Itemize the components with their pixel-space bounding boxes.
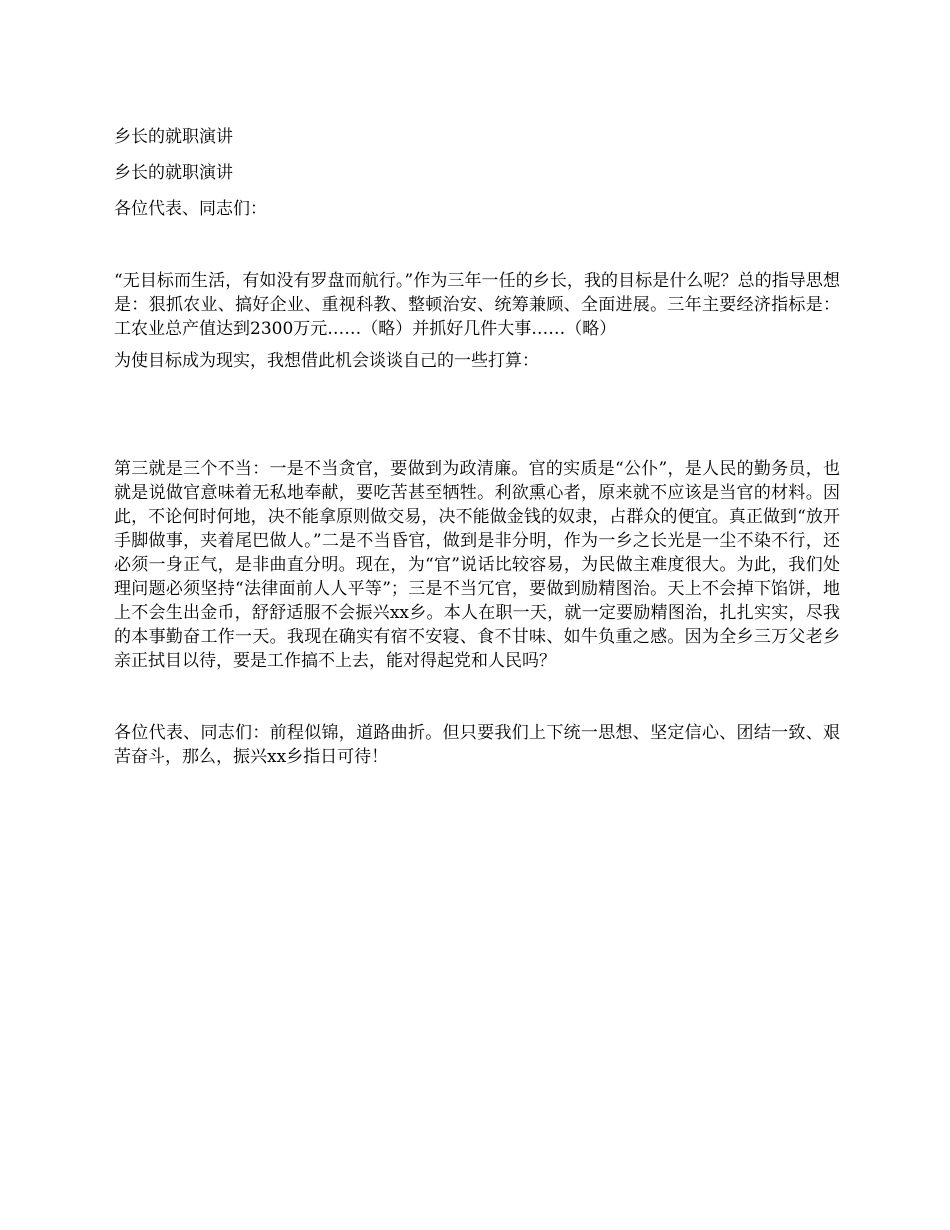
paragraph-intent: 为使目标成为现实，我想借此机会谈谈自己的一些打算： (114, 351, 539, 371)
document-title: 乡长的就职演讲 (114, 127, 233, 147)
paragraph-three-nots: 第三就是三个不当：一是不当贪官，要做到为政清廉。官的实质是“公仆”，是人民的勤务员，也就是说做官意味着无私地奉献，要吃苦甚至牺牲。利欲熏心者，原来就不应该是当官的材料。因此，不论何时何地，决不能拿原则做交易，决不能做金钱的奴隶，占群众的便宜。真正做到“放开手脚做事，夹着尾巴做人。”二是不当昏官，做到是非分明，作为一乡之长光是一尘不染不行，还必须一身正气，是非曲直分明。现在，为“官”说话比较容易，为民做主难度很大。为此，我们处理问题必须坚持“法律面前人人平等”；三是不当冗官，要做到励精图治。天上不会掉下馅饼，地上不会生出金币，舒舒适服不会振兴xx乡。本人在职一天，就一定要励精图治，扎扎实实，尽我的本事勤奋工作一天。我现在确实有宿不安寝、食不甘味、如牛负重之感。因为全乡三万父老乡亲正拭目以待，要是工作搞不上去，能对得起党和人民吗？ (114, 459, 840, 671)
salutation: 各位代表、同志们： (114, 199, 267, 219)
paragraph-closing: 各位代表、同志们：前程似锦，道路曲折。但只要我们上下统一思想、坚定信心、团结一致、艰苦奋斗，那么，振兴xx乡指日可待！ (114, 723, 840, 767)
document-subtitle: 乡长的就职演讲 (114, 163, 233, 183)
paragraph-goals: “无目标而生活，有如没有罗盘而航行。”作为三年一任的乡长，我的目标是什么呢？总的指导思想是：狠抓农业、搞好企业、重视科教、整顿治安、统筹兼顾、全面进展。三年主要经济指标是：工农业总产值达到2300万元……（略）并抓好几件大事……（略） (114, 271, 840, 339)
